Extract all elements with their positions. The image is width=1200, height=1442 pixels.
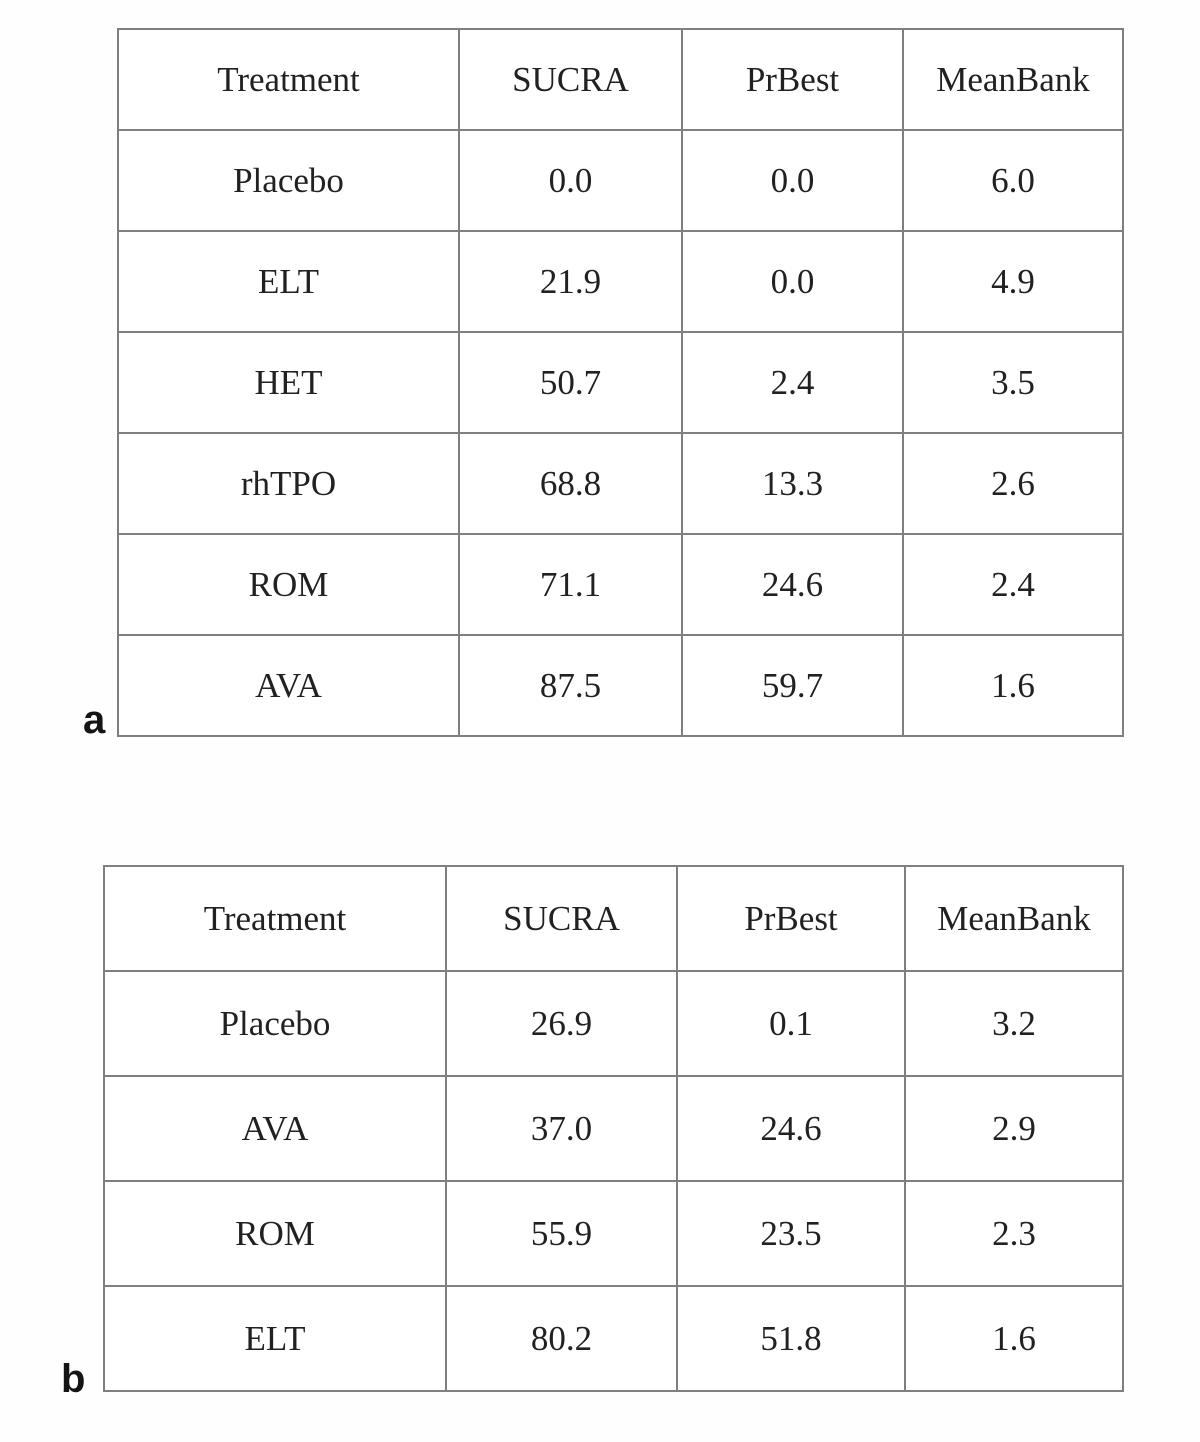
table-row [118, 433, 1123, 534]
column-header-prbest: PrBest [677, 866, 905, 971]
table-row [118, 231, 1123, 332]
sucra-cell: 50.7 [459, 332, 682, 433]
column-header-meanbank: MeanBank [905, 866, 1123, 971]
sucra-cell: 55.9 [446, 1181, 677, 1286]
treatment-cell: AVA [118, 635, 459, 736]
meanbank-cell: 1.6 [903, 635, 1123, 736]
panel-b-label: b [61, 1357, 86, 1401]
panel-b [61, 865, 1124, 1401]
treatment-cell: AVA [104, 1076, 446, 1181]
table-row [118, 534, 1123, 635]
header-row [104, 866, 1123, 971]
sucra-cell: 87.5 [459, 635, 682, 736]
table-row [104, 1286, 1123, 1391]
treatment-cell: rhTPO [118, 433, 459, 534]
prbest-cell: 51.8 [677, 1286, 905, 1391]
sucra-cell: 71.1 [459, 534, 682, 635]
table-row [104, 971, 1123, 1076]
table-row [118, 635, 1123, 736]
meanbank-cell: 3.5 [903, 332, 1123, 433]
panel-a-label: a [83, 698, 106, 742]
meanbank-cell: 6.0 [903, 130, 1123, 231]
panel-a [83, 28, 1124, 742]
treatment-cell: ROM [104, 1181, 446, 1286]
meanbank-cell: 2.4 [903, 534, 1123, 635]
meanbank-cell: 2.6 [903, 433, 1123, 534]
table-row [118, 332, 1123, 433]
treatment-cell: ELT [104, 1286, 446, 1391]
table-row [104, 1076, 1123, 1181]
rank-table-b [103, 865, 1124, 1392]
rank-table-a [117, 28, 1124, 737]
sucra-cell: 80.2 [446, 1286, 677, 1391]
column-header-treatment: Treatment [118, 29, 459, 130]
treatment-cell: Placebo [104, 971, 446, 1076]
sucra-cell: 21.9 [459, 231, 682, 332]
meanbank-cell: 3.2 [905, 971, 1123, 1076]
prbest-cell: 13.3 [682, 433, 903, 534]
sucra-cell: 26.9 [446, 971, 677, 1076]
meanbank-cell: 2.9 [905, 1076, 1123, 1181]
sucra-cell: 68.8 [459, 433, 682, 534]
table-row [118, 130, 1123, 231]
prbest-cell: 0.1 [677, 971, 905, 1076]
prbest-cell: 0.0 [682, 231, 903, 332]
column-header-prbest: PrBest [682, 29, 903, 130]
meanbank-cell: 4.9 [903, 231, 1123, 332]
column-header-sucra: SUCRA [446, 866, 677, 971]
table-row [104, 1181, 1123, 1286]
column-header-treatment: Treatment [104, 866, 446, 971]
prbest-cell: 0.0 [682, 130, 903, 231]
prbest-cell: 24.6 [682, 534, 903, 635]
sucra-cell: 37.0 [446, 1076, 677, 1181]
prbest-cell: 23.5 [677, 1181, 905, 1286]
header-row [118, 29, 1123, 130]
prbest-cell: 24.6 [677, 1076, 905, 1181]
treatment-cell: ELT [118, 231, 459, 332]
column-header-meanbank: MeanBank [903, 29, 1123, 130]
prbest-cell: 59.7 [682, 635, 903, 736]
meanbank-cell: 2.3 [905, 1181, 1123, 1286]
sucra-cell: 0.0 [459, 130, 682, 231]
column-header-sucra: SUCRA [459, 29, 682, 130]
treatment-cell: HET [118, 332, 459, 433]
prbest-cell: 2.4 [682, 332, 903, 433]
treatment-cell: ROM [118, 534, 459, 635]
treatment-cell: Placebo [118, 130, 459, 231]
meanbank-cell: 1.6 [905, 1286, 1123, 1391]
